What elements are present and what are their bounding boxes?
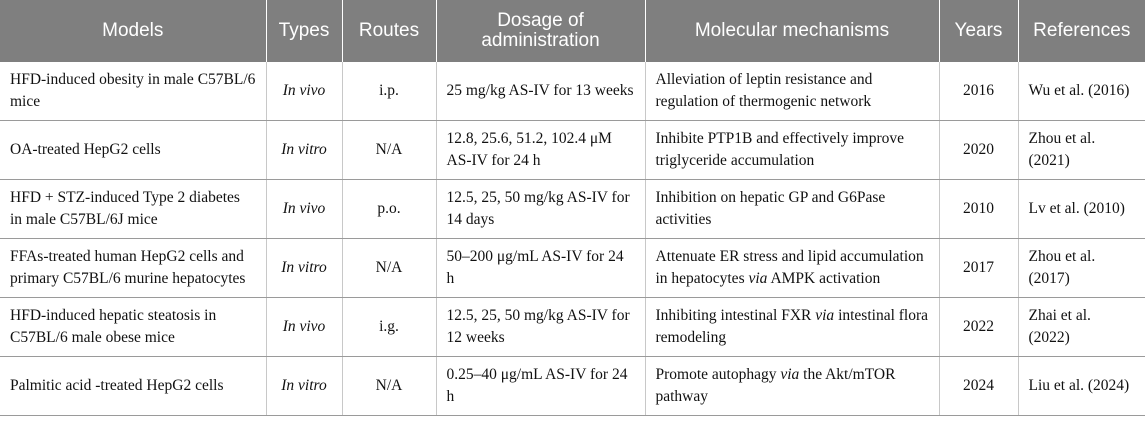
cell-year: 2016 bbox=[939, 62, 1018, 121]
cell-model: HFD + STZ-induced Type 2 diabetes in male C57BL/6J mice bbox=[0, 180, 266, 239]
cell-year: 2017 bbox=[939, 239, 1018, 298]
mechanism-italic: via bbox=[780, 366, 800, 383]
cell-mechanism bbox=[645, 62, 939, 121]
cell-dosage: 12.5, 25, 50 mg/kg AS-IV for 12 weeks bbox=[436, 298, 645, 357]
cell-model: FFAs-treated human HepG2 cells and primary C57BL/6 murine hepatocytes bbox=[0, 239, 266, 298]
mechanism-text: Alleviation of leptin resistance and regulation of thermogenic network bbox=[655, 71, 873, 110]
cell-year: 2020 bbox=[939, 121, 1018, 180]
cell-route: i.g. bbox=[342, 298, 436, 357]
mechanism-text-end: the Akt/mTOR pathway bbox=[655, 366, 896, 405]
cell-dosage: 50–200 μg/mL AS-IV for 24 h bbox=[436, 239, 645, 298]
cell-mechanism bbox=[645, 180, 939, 239]
cell-type: In vivo bbox=[266, 62, 342, 121]
cell-model: HFD-induced hepatic steatosis in C57BL/6 male obese mice bbox=[0, 298, 266, 357]
cell-reference[interactable]: Wu et al. (2016) bbox=[1018, 62, 1145, 121]
cell-route: i.p. bbox=[342, 62, 436, 121]
cell-route: N/A bbox=[342, 357, 436, 416]
mechanism-italic: via bbox=[748, 270, 768, 287]
mechanism-text: Inhibiting intestinal FXR bbox=[655, 307, 816, 324]
cell-type: In vitro bbox=[266, 239, 342, 298]
cell-reference[interactable]: Zhou et al. (2017) bbox=[1018, 239, 1145, 298]
cell-year: 2010 bbox=[939, 180, 1018, 239]
table-row bbox=[0, 180, 1145, 239]
table-row bbox=[0, 121, 1145, 180]
header-references: References bbox=[1018, 0, 1145, 62]
mechanism-italic: via bbox=[815, 307, 835, 324]
table-row bbox=[0, 239, 1145, 298]
mechanism-text: Promote autophagy bbox=[655, 366, 781, 383]
cell-dosage: 12.5, 25, 50 mg/kg AS-IV for 14 days bbox=[436, 180, 645, 239]
header-mechanisms: Molecular mechanisms bbox=[645, 0, 939, 62]
cell-year: 2022 bbox=[939, 298, 1018, 357]
cell-dosage: 12.8, 25.6, 51.2, 102.4 μM AS-IV for 24 h bbox=[436, 121, 645, 180]
cell-dosage: 0.25–40 μg/mL AS-IV for 24 h bbox=[436, 357, 645, 416]
table-row bbox=[0, 298, 1145, 357]
cell-type: In vivo bbox=[266, 180, 342, 239]
cell-model: OA-treated HepG2 cells bbox=[0, 121, 266, 180]
cell-dosage: 25 mg/kg AS-IV for 13 weeks bbox=[436, 62, 645, 121]
cell-reference[interactable]: Zhou et al. (2021) bbox=[1018, 121, 1145, 180]
cell-model: Palmitic acid -treated HepG2 cells bbox=[0, 357, 266, 416]
table-row bbox=[0, 62, 1145, 121]
cell-route: p.o. bbox=[342, 180, 436, 239]
cell-model: HFD-induced obesity in male C57BL/6 mice bbox=[0, 62, 266, 121]
header-routes: Routes bbox=[342, 0, 436, 62]
cell-mechanism bbox=[645, 239, 939, 298]
cell-reference[interactable]: Lv et al. (2010) bbox=[1018, 180, 1145, 239]
header-types: Types bbox=[266, 0, 342, 62]
cell-route: N/A bbox=[342, 121, 436, 180]
mechanism-text: Inhibition on hepatic GP and G6Pase activities bbox=[655, 189, 886, 228]
header-models: Models bbox=[0, 0, 266, 62]
mechanism-text-end: AMPK activation bbox=[767, 270, 881, 287]
cell-reference[interactable]: Liu et al. (2024) bbox=[1018, 357, 1145, 416]
cell-type: In vivo bbox=[266, 298, 342, 357]
mechanism-text: Attenuate ER stress and lipid accumulation in hepatocytes bbox=[655, 248, 924, 287]
cell-mechanism bbox=[645, 357, 939, 416]
cell-type: In vitro bbox=[266, 357, 342, 416]
mechanism-text: Inhibite PTP1B and effectively improve triglyceride accumulation bbox=[655, 130, 905, 169]
cell-route: N/A bbox=[342, 239, 436, 298]
table-header bbox=[0, 0, 1145, 62]
cell-mechanism bbox=[645, 298, 939, 357]
mechanism-text-end: intestinal flora remodeling bbox=[655, 307, 929, 346]
table-body bbox=[0, 62, 1145, 416]
cell-year: 2024 bbox=[939, 357, 1018, 416]
cell-type: In vitro bbox=[266, 121, 342, 180]
header-row bbox=[0, 0, 1145, 62]
header-years: Years bbox=[939, 0, 1018, 62]
cell-mechanism bbox=[645, 121, 939, 180]
header-dosage: Dosage of administration bbox=[436, 0, 645, 62]
table-row bbox=[0, 357, 1145, 416]
cell-reference[interactable]: Zhai et al. (2022) bbox=[1018, 298, 1145, 357]
